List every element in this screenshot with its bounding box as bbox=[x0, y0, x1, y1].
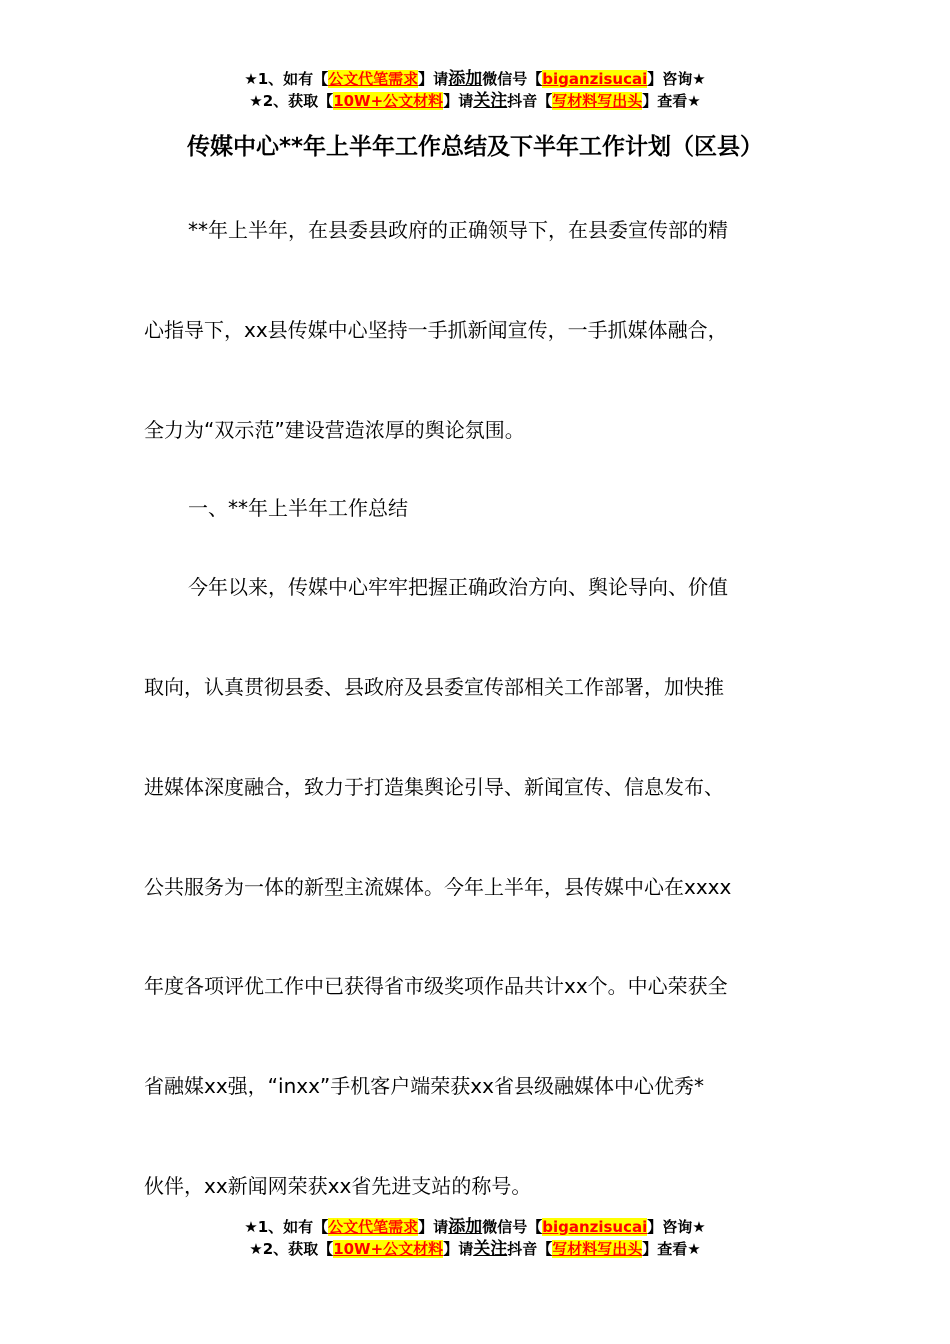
paragraph-line: 省融媒xx强，“inxx”手机客户端荣获xx省县级融媒体中心优秀* bbox=[144, 1074, 704, 1098]
promo-text: 】请 bbox=[443, 1240, 474, 1258]
promo-text: 】咨询★ bbox=[647, 70, 706, 88]
promo-emphasis: 添加 bbox=[448, 69, 483, 89]
promo-line-1 bbox=[0, 1216, 950, 1238]
promo-banner-top bbox=[0, 68, 950, 112]
promo-highlight: biganzisucai bbox=[542, 70, 648, 88]
promo-highlight: 写材料写出头 bbox=[552, 1240, 643, 1258]
promo-highlight: 10W+公文材料 bbox=[333, 92, 444, 110]
promo-highlight: 公文代笔需求 bbox=[328, 1218, 419, 1236]
promo-text: 】请 bbox=[418, 1218, 449, 1236]
promo-highlight: 公文代笔需求 bbox=[328, 70, 419, 88]
paragraph-line: 取向，认真贯彻县委、县政府及县委宣传部相关工作部署，加快推 bbox=[144, 675, 724, 699]
promo-text: 微信号【 bbox=[482, 1218, 543, 1236]
promo-text: ★2、获取【 bbox=[249, 1240, 334, 1258]
paragraph-line: 进媒体深度融合，致力于打造集舆论引导、新闻宣传、信息发布、 bbox=[144, 775, 724, 799]
promo-banner-bottom bbox=[0, 1216, 950, 1260]
paragraph-line: 心指导下，xx县传媒中心坚持一手抓新闻宣传，一手抓媒体融合， bbox=[144, 318, 728, 342]
promo-text: 】请 bbox=[443, 92, 474, 110]
promo-line-2 bbox=[0, 1238, 950, 1260]
promo-emphasis: 关注 bbox=[473, 1239, 508, 1259]
promo-text: 】查看★ bbox=[642, 92, 701, 110]
paragraph-line: 今年以来，传媒中心牢牢把握正确政治方向、舆论导向、价值 bbox=[188, 575, 728, 599]
promo-highlight: 10W+公文材料 bbox=[333, 1240, 444, 1258]
document-title: 传媒中心**年上半年工作总结及下半年工作计划（区县） bbox=[186, 134, 764, 160]
paragraph-line: 公共服务为一体的新型主流媒体。今年上半年，县传媒中心在xxxx bbox=[144, 875, 732, 899]
promo-line-1 bbox=[0, 68, 950, 90]
promo-line-2 bbox=[0, 90, 950, 112]
promo-text: ★1、如有【 bbox=[244, 1218, 329, 1236]
paragraph-line: 全力为“双示范”建设营造浓厚的舆论氛围。 bbox=[144, 418, 525, 442]
promo-text: 抖音【 bbox=[507, 1240, 553, 1258]
paragraph-line: **年上半年，在县委县政府的正确领导下，在县委宣传部的精 bbox=[188, 218, 728, 242]
paragraph-line: 年度各项评优工作中已获得省市级奖项作品共计xx个。中心荣获全 bbox=[144, 974, 728, 998]
promo-text: 抖音【 bbox=[507, 92, 553, 110]
section-heading: 一、**年上半年工作总结 bbox=[188, 496, 408, 520]
promo-highlight: biganzisucai bbox=[542, 1218, 648, 1236]
promo-emphasis: 添加 bbox=[448, 1217, 483, 1237]
promo-highlight: 写材料写出头 bbox=[552, 92, 643, 110]
promo-text: ★2、获取【 bbox=[249, 92, 334, 110]
promo-text: 】咨询★ bbox=[647, 1218, 706, 1236]
promo-text: 】查看★ bbox=[642, 1240, 701, 1258]
promo-emphasis: 关注 bbox=[473, 91, 508, 111]
paragraph-line: 伙伴，xx新闻网荣获xx省先进支站的称号。 bbox=[144, 1174, 532, 1198]
promo-text: 微信号【 bbox=[482, 70, 543, 88]
promo-text: 】请 bbox=[418, 70, 449, 88]
promo-text: ★1、如有【 bbox=[244, 70, 329, 88]
